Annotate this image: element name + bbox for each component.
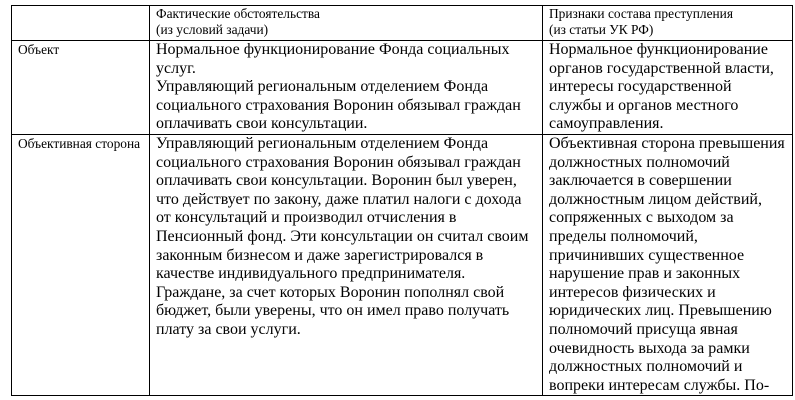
header-empty-cell [12, 6, 150, 41]
facts-cell-object [150, 41, 543, 135]
header-signs-subtitle: (из статьи УК РФ) [549, 22, 654, 37]
signs-cell-objective-side: Объективная сторона превышения должностных полномочий заключается в совершении должностным лицом действий, сопряженных с выходом за пределы полномочий, причинивших существенное нарушение прав и законных интересов физических и юридических лиц. Превышению полномочий присуща явная очевидность выхода за рамки должностных полномочий и вопреки интересам службы. По- [543, 134, 793, 395]
facts-object-paragraph-1: Нормальное функционирование Фонда социальных услуг. [156, 41, 510, 77]
header-signs-title: Признаки состава преступления [549, 6, 733, 21]
facts-cell-objective-side: Управляющий региональным отделением Фонда социального страхования Воронин обязывал граждан оплачивать свои консультации. Воронин был уверен, что действует по закону, даже платил налоги с дохода от консультаций и производил отчисления в Пенсионный фонд. Эти консультации он считал своим законным бизнесом и даже зарегистрировался в качестве индивидуального предпринимателя. Граждане, за счет которых Воронин пополнял свой бюджет, были уверены, что он имел право получать плату за свои услуги. [150, 134, 543, 395]
header-facts-subtitle: (из условий задачи) [156, 22, 269, 37]
table-row-object [12, 41, 793, 135]
header-facts [150, 6, 543, 41]
row-label-objective-side: Объективная сторона [12, 134, 150, 395]
header-facts-title: Фактические обстоятельства [156, 6, 320, 21]
facts-object-paragraph-2: Управляющий региональным отделением Фонда социального страхования Воронин обязывал граждан оплачивать свои консультации. [156, 78, 521, 133]
signs-cell-object: Нормальное функционирование органов государственной власти, интересы государственной службы и органов местного самоуправления. [543, 41, 793, 135]
table-header-row [12, 6, 793, 41]
comparison-table [11, 5, 793, 396]
row-label-object: Объект [12, 41, 150, 135]
table-row-objective-side [12, 134, 793, 395]
header-signs [543, 6, 793, 41]
